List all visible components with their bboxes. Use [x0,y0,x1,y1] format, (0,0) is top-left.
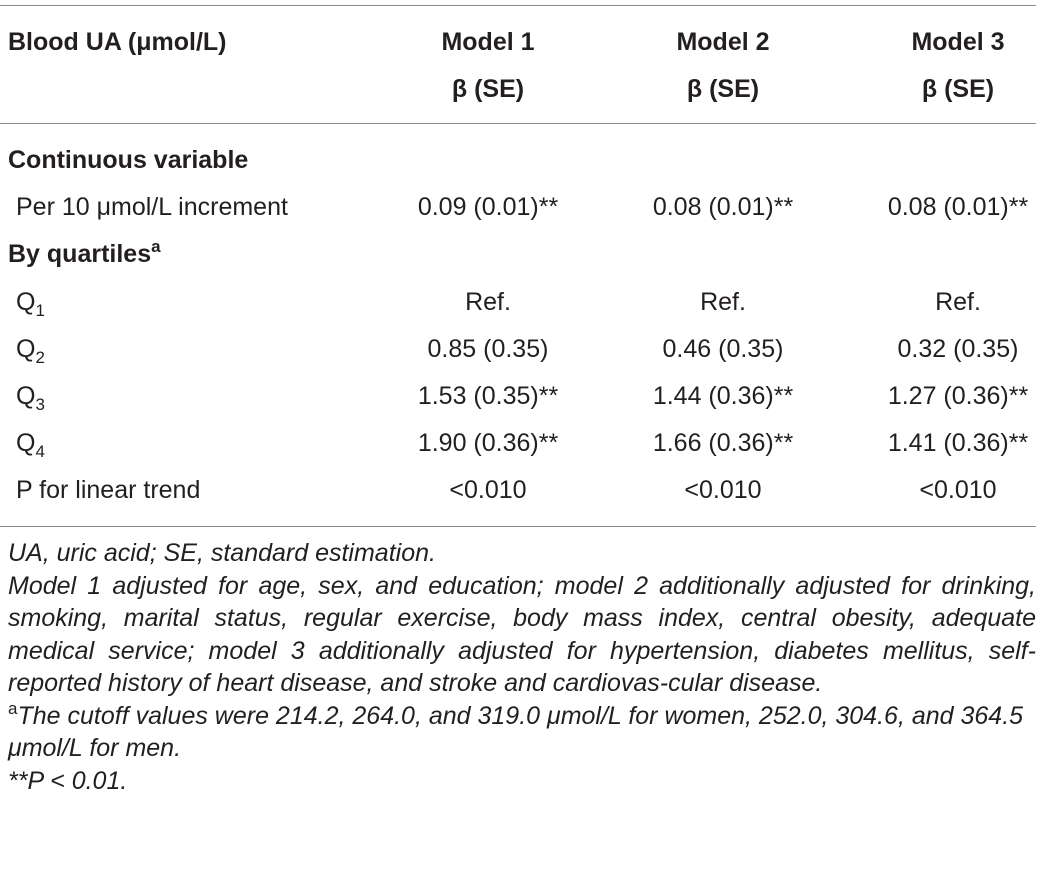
footnote-significance: **P < 0.01. [8,766,128,795]
cell-q1-model-2: Ref. [700,288,746,316]
cell-q1-model-1: Ref. [465,288,511,316]
cell-per-10-model-2: 0.08 (0.01)** [652,193,794,221]
cell-q3-model-2: 1.44 (0.36)** [652,382,794,410]
cell-q1-model-3: Ref. [935,288,981,316]
header-stat-3: β (SE) [921,75,995,103]
header-stat-2: β (SE) [686,75,760,103]
row-label-per-10: Per 10 μmol/L increment [16,193,288,221]
cell-q4-model-1: 1.90 (0.36)** [417,429,559,457]
cell-q4-model-3: 1.41 (0.36)** [887,429,1029,457]
header-model-2: Model 2 [676,28,770,56]
cell-q2-model-1: 0.85 (0.35) [427,335,549,363]
cell-per-10-model-3: 0.08 (0.01)** [887,193,1029,221]
row-label-q2: $Q_2$ [16,335,45,367]
cell-p-trend-model-3: <0.010 [919,476,997,504]
header-stat-1: β (SE) [451,75,525,103]
cell-q3-model-1: 1.53 (0.35)** [417,382,559,410]
footnote-marker-a: a [151,237,161,256]
row-label-q1: $Q_1$ [16,288,45,320]
header-rule [0,123,1036,124]
row-label-q3: $Q_3$ [16,382,45,414]
footnote-cutoff-marker: a [8,698,18,718]
section-title-continuous: Continuous variable [8,146,249,174]
header-model-1: Model 1 [441,28,535,56]
cell-q4-model-2: 1.66 (0.36)** [652,429,794,457]
cell-q2-model-3: 0.32 (0.35) [897,335,1019,363]
row-label-q4: $Q_4$ [16,429,45,461]
top-rule [0,5,1036,6]
cell-q2-model-2: 0.46 (0.35) [662,335,784,363]
section-title-quartiles: By quartiles$^a$ [8,237,161,268]
header-model-3: Model 3 [911,28,1005,56]
footnote-abbreviations: UA, uric acid; SE, standard estimation. [8,539,436,567]
header-row-label: Blood UA (μmol/L) [8,28,227,56]
bottom-rule [0,526,1036,527]
cell-p-trend-model-1: <0.010 [449,476,527,504]
cell-q3-model-3: 1.27 (0.36)** [887,382,1029,410]
row-label-p-trend: P for linear trend [16,476,201,504]
footnote-models: Model 1 adjusted for age, sex, and education; model 2 additionally adjusted for drinking, smoking, marital status, regular exercise, body mass index, central obesity, adequate medical service; model 3 additionally adjusted for hypertension, diabetes mellitus, self-reported history of heart disease, and stroke and cardiovas-cular disease. [8,571,1036,697]
cell-per-10-model-1: 0.09 (0.01)** [417,193,559,221]
table-footnotes [8,537,1036,797]
footnote-cutoff: $^a$The cutoff values were 214.2, 264.0, and 319.0 μmol/L for women, 252.0, 304.6, and 364.5 μmol/L for men. [8,698,1024,762]
cell-p-trend-model-2: <0.010 [684,476,762,504]
